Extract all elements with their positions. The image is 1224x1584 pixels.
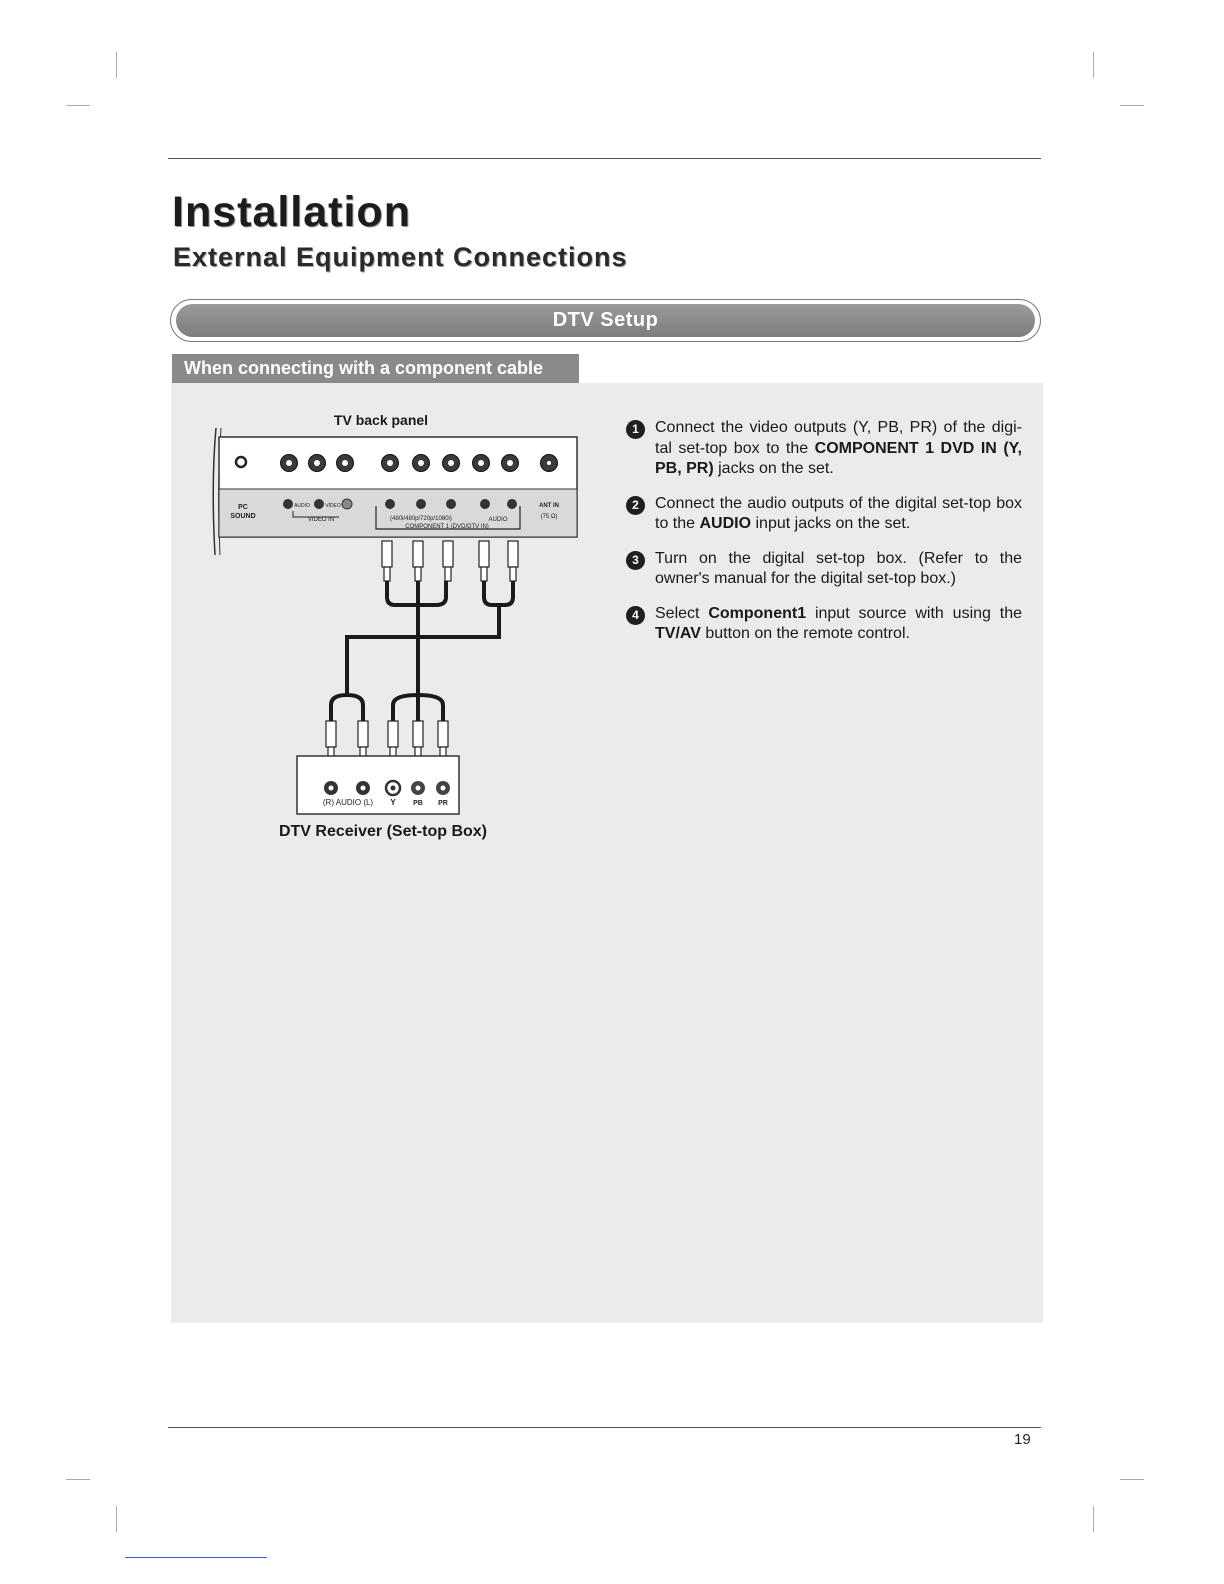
- crop-mark: [116, 1506, 117, 1532]
- crop-mark: [66, 105, 90, 106]
- step-3: 3 Turn on the digital set-top box. (Refer to the owner's manual for the digital set-top box.): [626, 549, 1022, 590]
- step-number-badge: 2: [626, 496, 645, 515]
- step-1: 1 Connect the video outputs (Y, PB, PR) of the digi-tal set-top box to the COMPONENT 1 DVD IN (Y, PB, PR) jacks on the set.: [626, 418, 1022, 480]
- set-top-box: [297, 756, 459, 814]
- crop-mark: [1120, 1479, 1144, 1480]
- component-in-label: COMPONENT 1 (DVD/DTV IN): [405, 524, 489, 530]
- page-subtitle: External Equipment Connections: [173, 242, 628, 272]
- banner-label: DTV Setup: [176, 304, 1035, 337]
- video-small-label: VIDEO: [325, 503, 341, 509]
- box-y-label: Y: [390, 798, 396, 807]
- box-pb-label: PB: [413, 800, 423, 807]
- pc-sound-label-2: SOUND: [230, 513, 256, 520]
- resolution-label: (480i/480p/720p/1080i): [390, 516, 452, 522]
- step-number-badge: 3: [626, 551, 645, 570]
- crop-mark: [1120, 105, 1144, 106]
- crop-mark: [1093, 52, 1094, 78]
- pc-sound-label: PC: [238, 504, 248, 511]
- audio-small-label: AUDIO: [294, 503, 310, 509]
- tv-back-panel-label: TV back panel: [333, 412, 429, 428]
- connection-diagram: [171, 383, 611, 863]
- crop-mark: [116, 52, 117, 78]
- page-title: Installation: [172, 188, 411, 236]
- box-pr-label: PR: [438, 800, 448, 807]
- bottom-link-underline: [125, 1557, 267, 1558]
- box-plugs: [326, 721, 448, 759]
- audio-in-label: AUDIO: [488, 517, 508, 523]
- header-rule: [168, 158, 1041, 159]
- section-heading: When connecting with a component cable: [172, 354, 579, 383]
- video-in-label: VIDEO IN: [307, 517, 335, 523]
- step-4: 4 Select Component1 input source with using the TV/AV button on the remote control.: [626, 604, 1022, 645]
- section-banner: [170, 299, 1041, 342]
- step-2: 2 Connect the audio outputs of the digital set-top box to the AUDIO input jacks on the set.: [626, 494, 1022, 535]
- tv-plugs: [382, 541, 518, 581]
- crop-mark: [1093, 1506, 1094, 1532]
- step-number-badge: 4: [626, 606, 645, 625]
- crop-mark: [66, 1479, 90, 1480]
- tv-back-panel: [213, 428, 577, 555]
- ant-in-ohm-label: (75 Ω): [540, 514, 558, 520]
- page-number: 19: [1014, 1431, 1031, 1448]
- step-number-badge: 1: [626, 420, 645, 439]
- instruction-steps: [626, 418, 1022, 659]
- receiver-label: DTV Receiver (Set-top Box): [278, 823, 488, 840]
- ant-in-label: ANT IN: [539, 503, 559, 509]
- box-audio-label: (R) AUDIO (L): [322, 798, 374, 807]
- footer-rule: [168, 1427, 1041, 1428]
